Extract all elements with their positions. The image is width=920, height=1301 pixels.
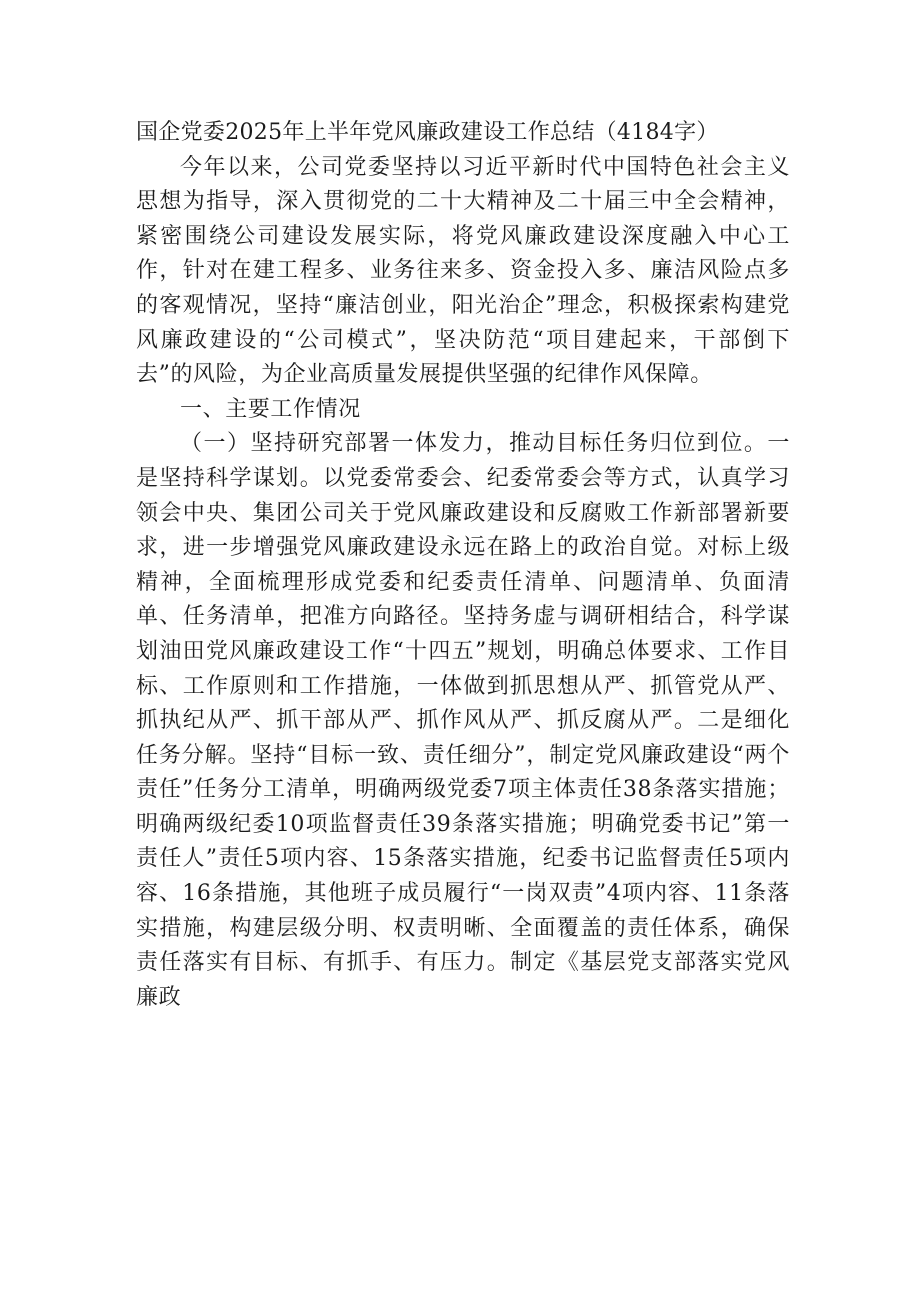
intro-paragraph: 今年以来，公司党委坚持以习近平新时代中国特色社会主义思想为指导，深入贯彻党的二十大精神及二十届三中全会精神，紧密围绕公司建设发展实际，将党风廉政建设深度融入中心工作，针对在建工程多、业务往来多、资金投入多、廉洁风险点多的客观情况，坚持“廉洁创业，阳光治企”理念，积极探索构建党风廉政建设的“公司模式”，坚决防范“项目建起来，干部倒下去”的风险，为企业高质量发展提供坚强的纪律作风保障。 (136, 154, 790, 388)
document-title: 国企党委2025年上半年党风廉政建设工作总结（4184字） (136, 120, 719, 145)
subsection-paragraph: （一）坚持研究部署一体发力，推动目标任务归位到位。一是坚持科学谋划。以党委常委会、纪委常委会等方式，认真学习领会中央、集团公司关于党风廉政建设和反腐败工作新部署新要求，进一步增强党风廉政建设永远在路上的政治自觉。对标上级精神，全面梳理形成党委和纪委责任清单、问题清单、负面清单、任务清单，把准方向路径。坚持务虚与调研相结合，科学谋划油田党风廉政建设工作“十四五”规划，明确总体要求、工作目标、工作原则和工作措施，一体做到抓思想从严、抓管党从严、抓执纪从严、抓干部从严、抓作风从严、抓反腐从严。二是细化任务分解。坚持“目标一致、责任细分”，制定党风廉政建设“两个责任”任务分工清单，明确两级党委7项主体责任38条落实措施；明确两级纪委10项监督责任39条落实措施；明确党委书记”第一责任人”责任5项内容、15条落实措施，纪委书记监督责任5项内容、16条措施，其他班子成员履行“一岗双责”4项内容、11条落实措施，构建层级分明、权责明晰、全面覆盖的责任体系，确保责任落实有目标、有抓手、有压力。制定《基层党支部落实党风廉政 (136, 431, 790, 1010)
section-heading: 一、主要工作情况 (180, 396, 361, 422)
document-body (136, 116, 790, 1015)
